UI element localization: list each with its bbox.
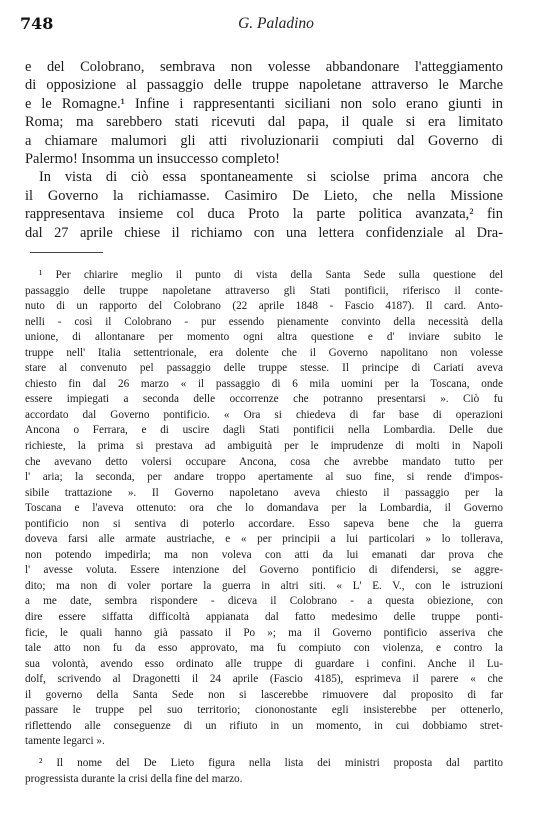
footnotes <box>25 268 503 787</box>
page-number: 748 <box>20 14 54 33</box>
footnote-line: dito; ma non di voler portare la guerra in altri siti. « L' E. V., con le istruzioni <box>25 579 503 592</box>
footnote-line: dire essere siffatta difficoltà appianata dal fatto medesimo delle truppe ponti- <box>25 611 503 624</box>
body-line: rappresentava insieme col duca Proto la parte politica avanzata,² fin <box>25 206 503 223</box>
footnote-line: nelli - così il Colobrano - pur essendo pienamente convinto della necessità della <box>25 315 503 328</box>
footnote-line: sibile trattazione ». Il Governo napoletano aveva chiesto il passaggio per la <box>25 486 503 499</box>
footnote-line: il governo della Santa Sede non si lascerebbe rimuovere dal proposito di far <box>25 688 503 701</box>
body-line: e le Romagne.¹ Infine i rappresentanti siciliani non solo erano giunti in <box>25 95 503 112</box>
body-line: Palermo! Insomma un insuccesso completo! <box>25 151 280 168</box>
body-line: di opposizione al passaggio delle truppe napoletane attraverso le Marche <box>25 77 503 94</box>
footnote-separator <box>30 252 103 253</box>
footnote-line: doveva farsi alle armate austriache, e « per principii a lui particolari » lo tollerava, <box>25 533 503 546</box>
footnote-line: che avevano detto volersi occupare Ancona, cosa che avrebbe mandato tutto per <box>25 455 503 468</box>
footnote-line: Toscana e l'aveva ottenuto: ora che lo domandava per la Lombardia, il Governo <box>25 502 503 515</box>
footnote-line: nuto di un rapporto del Colobrano (22 aprile 1848 - Fascio 4187). Il card. Anto- <box>25 300 503 313</box>
footnote-line: ficie, le quali hanno già passato il Po »; ma il Governo pontificio asseriva che <box>25 626 503 639</box>
footnote-line: l' avesse voluta. Essere intenzione del Governo pontificio di difendersi, se aggre- <box>25 564 503 577</box>
footnote-line: stare al convenuto pel passaggio delle truppe stesse. Il principe di Cariati aveva <box>25 362 503 375</box>
page-header <box>20 14 532 36</box>
footnote-line: riflettendo alle conseguenze di un rifiuto in un momento, in cui dobbiamo stret- <box>25 719 503 732</box>
footnote-line: ¹ Per chiarire meglio il punto di vista della Santa Sede sulla questione del <box>39 269 503 281</box>
footnote-line: dolf, scrivendo al Dragonetti il 24 aprile (Fascio 4185), esprimeva il parere « che <box>25 673 503 686</box>
footnote-line: l' aria; la seconda, per andare troppo apertamente al suo fine, si rende d'impos- <box>25 471 503 484</box>
footnote-line: Ancona o Ferrara, e di uscire dagli Stati pontificii nella Lombardia. Delle due <box>25 424 503 437</box>
footnote-line: ² Il nome del De Lieto figura nella lista dei ministri proposta dal partito <box>39 756 503 769</box>
footnote-line: passare le truppe pel suo territorio; ciononostante egli insisterebbe per ottenerlo, <box>25 704 503 717</box>
footnote-line: richieste, la prima si prestava ad ambiguità per le imprudenze di molti in Napoli <box>25 440 503 453</box>
body-line: e del Colobrano, sembrava non volesse abbandonare l'atteggiamento <box>25 59 503 75</box>
footnote-line: unione, di allontanare per momento ogni altra questione e d' inviare subito le <box>25 331 503 344</box>
footnote-line: passaggio delle truppe napoletane attraverso gli Stati pontificii, riferisco il conte- <box>25 284 503 297</box>
footnote-line: tale atto non fu da esso approvato, ma fu compiuto con violenza, e contro la <box>25 642 503 655</box>
footnote-line: pontificio non si sentiva di poterlo accordare. Esso sapeva bene che la guerra <box>25 517 503 530</box>
body-text <box>25 58 503 242</box>
body-line: Roma; ma sarebbero stati ricevuti dal papa, il quale si era limitato <box>25 114 503 131</box>
footnote-line: truppe nell' Italia settentrionale, era dolente che il Governo napolitano non volesse <box>25 346 503 359</box>
running-head: G. Paladino <box>238 15 314 32</box>
footnote-line: tamente legarci ». <box>25 735 105 748</box>
footnote-line: essere impiegati a seconda delle occorrenze che potranno presentarsi ». Ciò fu <box>25 393 503 406</box>
body-line: il Governo la richiamasse. Casimiro De Lieto, che nella Missione <box>25 187 503 204</box>
footnote-line: accordato dal Governo pontificio. « Ora si chiedeva di far base di operazioni <box>25 408 503 421</box>
footnote-line: a me date, sembra rispondere - diceva il Colobrano - a questa obiezione, con <box>25 595 503 608</box>
body-line: dal 27 aprile chiese il richiamo con una lettera confidenziale al Dra- <box>25 224 503 241</box>
footnote-line: sua volontà, avendo esso ordinato alle truppe di guardare i confini. Anche il Lu- <box>25 657 503 670</box>
footnote-line: non potendo impedirla; ma non voleva con atti da lui emanati dar prova che <box>25 548 503 561</box>
body-line: a chiamare malumori gli atti rivoluzionarii compiuti dal Governo di <box>25 132 503 149</box>
body-line: In vista di ciò essa spontaneamente si sciolse prima ancora che <box>39 169 503 186</box>
footnote-line: chiesto fin dal 26 marzo « il passaggio di 6 mila uomini per la Toscana, onde <box>25 377 503 390</box>
footnote-line: progressista durante la crisi della fine del marzo. <box>25 772 243 785</box>
